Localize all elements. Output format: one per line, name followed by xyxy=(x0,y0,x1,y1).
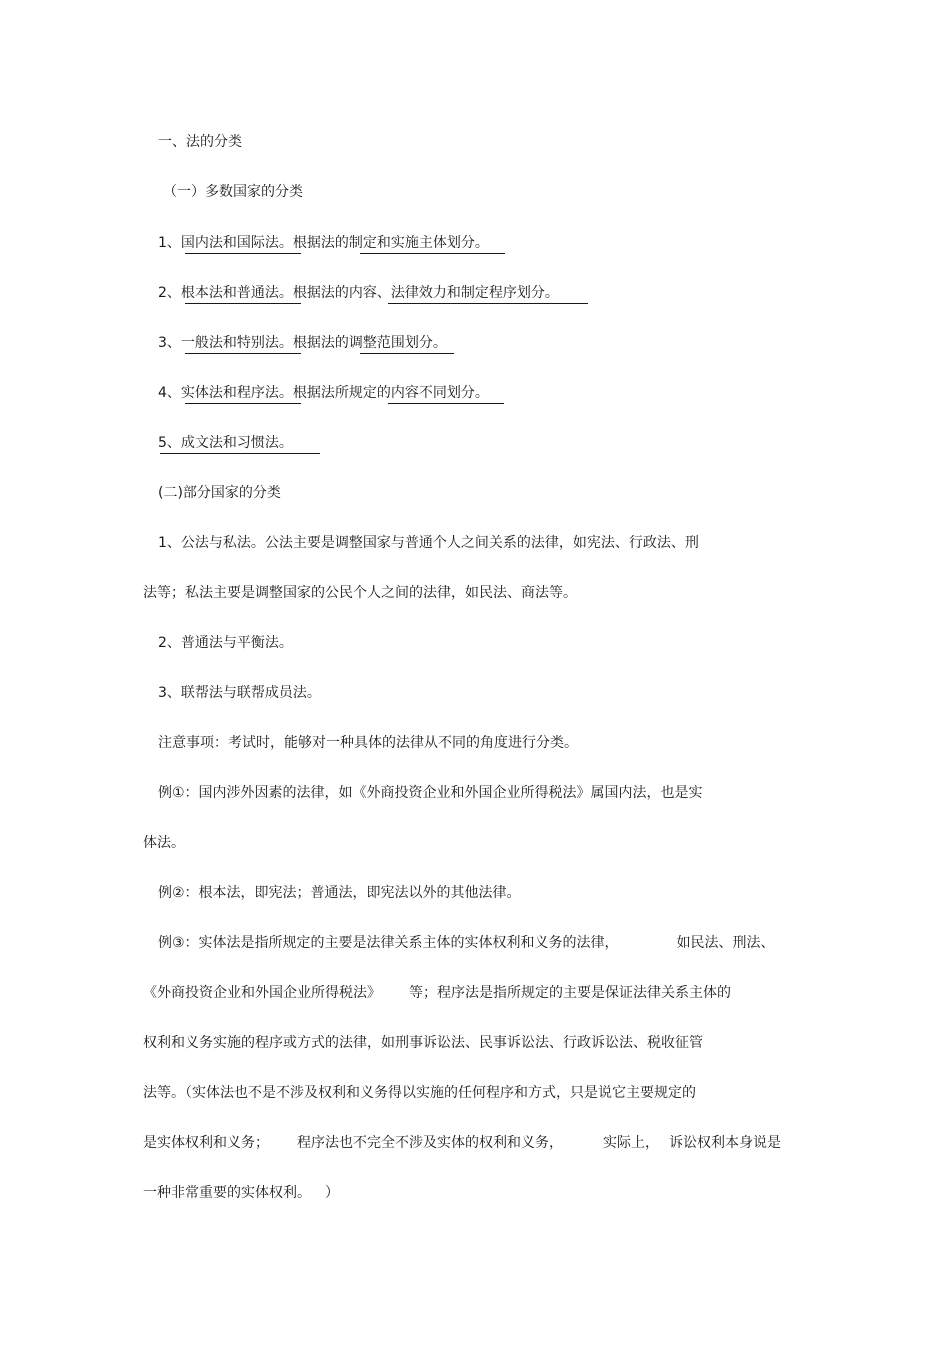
example-3-line-3: 权利和义务实施的程序或方式的法律，如刑事诉讼法、民事诉讼法、行政诉讼法、税收征管 xyxy=(143,1035,703,1051)
s2-item-3: 3、联帮法与联帮成员法。 xyxy=(158,685,321,701)
example-3-text: 例③：实体法是指所规定的主要是法律关系主体的实体权利和义务的法律， xyxy=(158,935,619,951)
s1-item-5: 5、成文法和习惯法。 xyxy=(158,435,293,451)
underline xyxy=(185,253,301,254)
example-3-text: 诉讼权利本身说是 xyxy=(669,1135,781,1151)
heading-classification: 一、法的分类 xyxy=(158,134,242,150)
underline xyxy=(388,303,588,304)
underline xyxy=(360,353,454,354)
s2-item-2: 2、普通法与平衡法。 xyxy=(158,635,293,651)
underline xyxy=(185,403,301,404)
example-3-text: 实际上， xyxy=(603,1135,659,1151)
underline xyxy=(185,303,301,304)
example-3-line-5 xyxy=(143,1134,781,1152)
section-2-title: (二)部分国家的分类 xyxy=(158,485,281,501)
s2-item-1-line-1: 1、公法与私法。公法主要是调整国家与普通个人之间关系的法律，如宪法、行政法、刑 xyxy=(158,535,699,551)
example-3-text: 程序法也不完全不涉及实体的权利和义务， xyxy=(297,1135,563,1151)
section-1-title: （一）多数国家的分类 xyxy=(163,184,303,200)
example-3-text: 一种非常重要的实体权利。 xyxy=(143,1185,311,1201)
underline xyxy=(360,253,505,254)
example-3-text: 《外商投资企业和外国企业所得税法》 xyxy=(143,985,381,1001)
underline xyxy=(160,453,320,454)
underline xyxy=(388,403,504,404)
s1-item-1: 1、国内法和国际法。根据法的制定和实施主体划分。 xyxy=(158,235,489,251)
example-3-line-4: 法等。（实体法也不是不涉及权利和义务得以实施的任何程序和方式，只是说它主要规定的 xyxy=(143,1085,696,1101)
example-3-text: 是实体权利和义务； xyxy=(143,1135,269,1151)
underline xyxy=(185,353,301,354)
example-3-text: 等；程序法是指所规定的主要是保证法律关系主体的 xyxy=(409,985,731,1001)
example-2: 例②：根本法，即宪法；普通法，即宪法以外的其他法律。 xyxy=(158,885,521,901)
note: 注意事项：考试时，能够对一种具体的法律从不同的角度进行分类。 xyxy=(158,735,578,751)
s2-item-1-line-2: 法等；私法主要是调整国家的公民个人之间的法律，如民法、商法等。 xyxy=(143,585,577,601)
s1-item-2: 2、根本法和普通法。根据法的内容、法律效力和制定程序划分。 xyxy=(158,285,559,301)
example-3-line-1 xyxy=(158,934,775,952)
s1-item-3: 3、一般法和特别法。根据法的调整范围划分。 xyxy=(158,335,447,351)
s1-item-4: 4、实体法和程序法。根据法所规定的内容不同划分。 xyxy=(158,385,489,401)
example-3-text: 如民法、刑法、 xyxy=(676,935,775,951)
example-1-line-1: 例①：国内涉外因素的法律，如《外商投资企业和外国企业所得税法》属国内法，也是实 xyxy=(158,785,703,801)
example-3-line-2 xyxy=(143,984,731,1002)
example-1-line-2: 体法。 xyxy=(143,835,185,851)
example-3-text: ） xyxy=(325,1185,339,1201)
example-3-line-6 xyxy=(143,1184,339,1202)
